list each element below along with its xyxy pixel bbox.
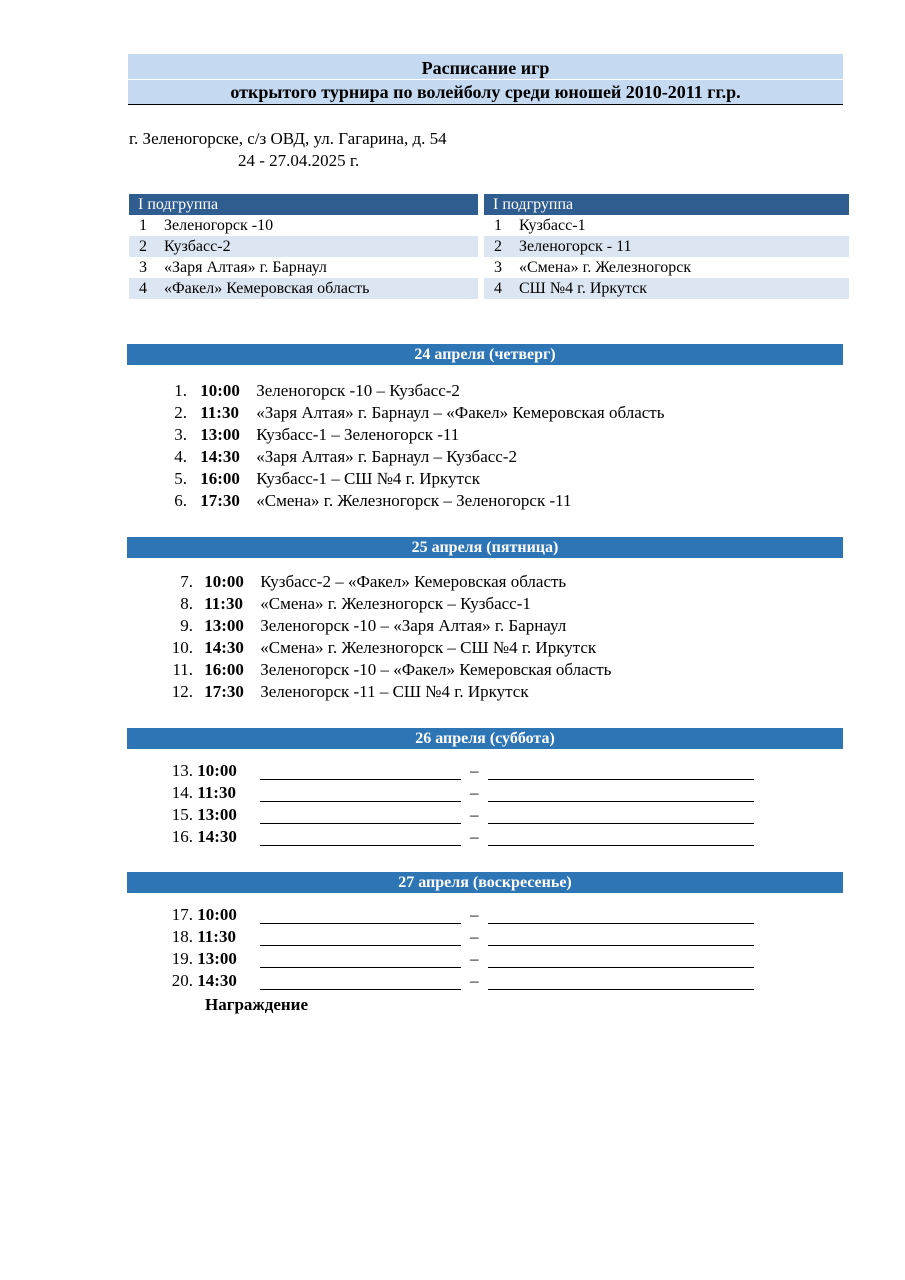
game-row: [165, 782, 236, 804]
dash: –: [470, 905, 479, 924]
game-time: 11:30: [197, 783, 236, 802]
team-blank-line[interactable]: [488, 989, 754, 990]
game-time: 13:00: [197, 949, 237, 968]
team-blank-line[interactable]: [488, 845, 754, 846]
venue: г. Зеленогорске, с/з ОВД, ул. Гагарина, д. 54: [129, 129, 447, 148]
game-number: 1.: [174, 381, 187, 400]
day-games-apr-25: [165, 571, 611, 703]
game-number: 10.: [171, 638, 193, 657]
team-blank-line[interactable]: [260, 989, 461, 990]
team-name: Кузбасс-2: [164, 238, 231, 255]
game-match: «Смена» г. Железногорск – Кузбасс-1: [260, 594, 531, 613]
game-number: 7.: [180, 572, 193, 591]
game-number: 4.: [174, 447, 187, 466]
game-match: Кузбасс-1 – СШ №4 г. Иркутск: [256, 469, 480, 488]
group-table-2: [484, 194, 849, 299]
group-table-1: [129, 194, 478, 299]
game-time: 14:30: [197, 971, 237, 990]
game-number: 13.: [171, 761, 193, 780]
team-blank-line[interactable]: [260, 923, 461, 924]
game-match: Кузбасс-2 – «Факел» Кемеровская область: [260, 572, 567, 591]
team-number: 3: [494, 259, 502, 276]
game-match: Зеленогорск -10 – «Заря Алтая» г. Барнаул: [260, 616, 567, 635]
team-blank-line[interactable]: [488, 945, 754, 946]
team-blank-line[interactable]: [488, 923, 754, 924]
game-match: Зеленогорск -10 – «Факел» Кемеровская область: [260, 660, 612, 679]
game-time: 16:00: [204, 660, 244, 679]
game-row: [165, 826, 237, 848]
game-row: [165, 970, 237, 992]
game-time: 14:30: [197, 827, 237, 846]
group-row: [129, 257, 478, 278]
game-number: 3.: [174, 425, 187, 444]
title-line-1: Расписание игр: [421, 58, 550, 78]
game-match: Кузбасс-1 – Зеленогорск -11: [256, 425, 460, 444]
team-number: 4: [139, 280, 147, 297]
team-number: 3: [139, 259, 147, 276]
game-row: [165, 468, 664, 490]
game-match: Зеленогорск -11 – СШ №4 г. Иркутск: [260, 682, 529, 701]
day-header-apr-26: 26 апреля (суббота): [127, 728, 843, 749]
title-block: [128, 54, 843, 105]
game-time: 14:30: [200, 447, 240, 466]
game-number: 20.: [171, 971, 193, 990]
team-number: 4: [494, 280, 502, 297]
day-header-apr-24: 24 апреля (четверг): [127, 344, 843, 365]
game-number: 17.: [171, 905, 193, 924]
team-blank-line[interactable]: [260, 945, 461, 946]
game-row: [165, 804, 237, 826]
game-time: 11:30: [197, 927, 236, 946]
team-blank-line[interactable]: [260, 845, 461, 846]
game-row: [165, 402, 664, 424]
game-time: 13:00: [197, 805, 237, 824]
game-row: [165, 760, 237, 782]
game-number: 12.: [171, 682, 193, 701]
game-row: [165, 380, 664, 402]
game-row: [165, 637, 611, 659]
game-time: 13:00: [200, 425, 240, 444]
game-row: [165, 424, 664, 446]
team-name: Зеленогорск - 11: [519, 238, 632, 255]
dash: –: [470, 783, 479, 802]
team-name: Кузбасс-1: [519, 217, 586, 234]
game-time: 10:00: [200, 381, 240, 400]
game-row: [165, 571, 611, 593]
team-name: Зеленогорск -10: [164, 217, 274, 234]
group-row: [129, 278, 478, 299]
game-number: 6.: [174, 491, 187, 510]
team-name: «Факел» Кемеровская область: [164, 280, 370, 297]
team-blank-line[interactable]: [488, 967, 754, 968]
team-number: 2: [139, 238, 147, 255]
dash: –: [470, 927, 479, 946]
game-row: [165, 926, 236, 948]
team-blank-line[interactable]: [260, 779, 461, 780]
game-row: [165, 615, 611, 637]
dash: –: [470, 761, 479, 780]
game-number: 8.: [180, 594, 193, 613]
award-ceremony: Награждение: [205, 995, 309, 1014]
team-blank-line[interactable]: [260, 967, 461, 968]
group-header: I подгруппа: [484, 194, 849, 215]
day-header-apr-27: 27 апреля (воскресенье): [127, 872, 843, 893]
game-time: 17:30: [204, 682, 244, 701]
group-row: [484, 236, 849, 257]
game-time: 16:00: [200, 469, 240, 488]
group-row: [129, 236, 478, 257]
game-time: 17:30: [200, 491, 240, 510]
team-number: 2: [494, 238, 502, 255]
game-number: 19.: [171, 949, 193, 968]
day-header-apr-25: 25 апреля (пятница): [127, 537, 843, 558]
game-time: 13:00: [204, 616, 244, 635]
game-number: 11.: [172, 660, 193, 679]
dash: –: [470, 805, 479, 824]
group-row: [484, 215, 849, 236]
game-number: 14.: [171, 783, 193, 802]
day-games-apr-24: [165, 380, 664, 512]
game-time: 11:30: [204, 594, 243, 613]
game-row: [165, 681, 611, 703]
day-games-apr-26: [165, 760, 765, 850]
game-row: [165, 593, 611, 615]
game-time: 10:00: [204, 572, 244, 591]
game-match: «Смена» г. Железногорск – СШ №4 г. Иркутск: [260, 638, 597, 657]
game-number: 16.: [171, 827, 193, 846]
team-blank-line[interactable]: [260, 823, 461, 824]
game-time: 10:00: [197, 761, 237, 780]
team-number: 1: [494, 217, 502, 234]
game-number: 9.: [180, 616, 193, 635]
game-number: 2.: [174, 403, 187, 422]
dash: –: [470, 949, 479, 968]
dash: –: [470, 827, 479, 846]
group-row: [484, 278, 849, 299]
group-row: [484, 257, 849, 278]
game-row: [165, 490, 664, 512]
team-number: 1: [139, 217, 147, 234]
game-match: Зеленогорск -10 – Кузбасс-2: [256, 381, 460, 400]
game-time: 11:30: [200, 403, 239, 422]
team-name: «Заря Алтая» г. Барнаул: [164, 259, 327, 276]
game-match: «Смена» г. Железногорск – Зеленогорск -11: [256, 491, 572, 510]
group-row: [129, 215, 478, 236]
game-match: «Заря Алтая» г. Барнаул – «Факел» Кемеровская область: [256, 403, 665, 422]
game-row: [165, 446, 664, 468]
game-match: «Заря Алтая» г. Барнаул – Кузбасс-2: [256, 447, 517, 466]
dash: –: [470, 971, 479, 990]
title-line-2: открытого турнира по волейболу среди юношей 2010-2011 гг.р.: [230, 82, 741, 102]
game-number: 18.: [171, 927, 193, 946]
team-blank-line[interactable]: [488, 823, 754, 824]
game-row: [165, 904, 237, 926]
team-name: СШ №4 г. Иркутск: [519, 280, 647, 297]
game-time: 10:00: [197, 905, 237, 924]
team-name: «Смена» г. Железногорск: [519, 259, 692, 276]
game-number: 15.: [171, 805, 193, 824]
game-row: [165, 948, 237, 970]
game-number: 5.: [174, 469, 187, 488]
team-blank-line[interactable]: [488, 801, 754, 802]
group-header: I подгруппа: [129, 194, 478, 215]
game-row: [165, 659, 611, 681]
team-blank-line[interactable]: [488, 779, 754, 780]
dates: 24 - 27.04.2025 г.: [238, 151, 360, 170]
day-games-apr-27: [165, 904, 765, 994]
game-time: 14:30: [204, 638, 244, 657]
team-blank-line[interactable]: [260, 801, 461, 802]
